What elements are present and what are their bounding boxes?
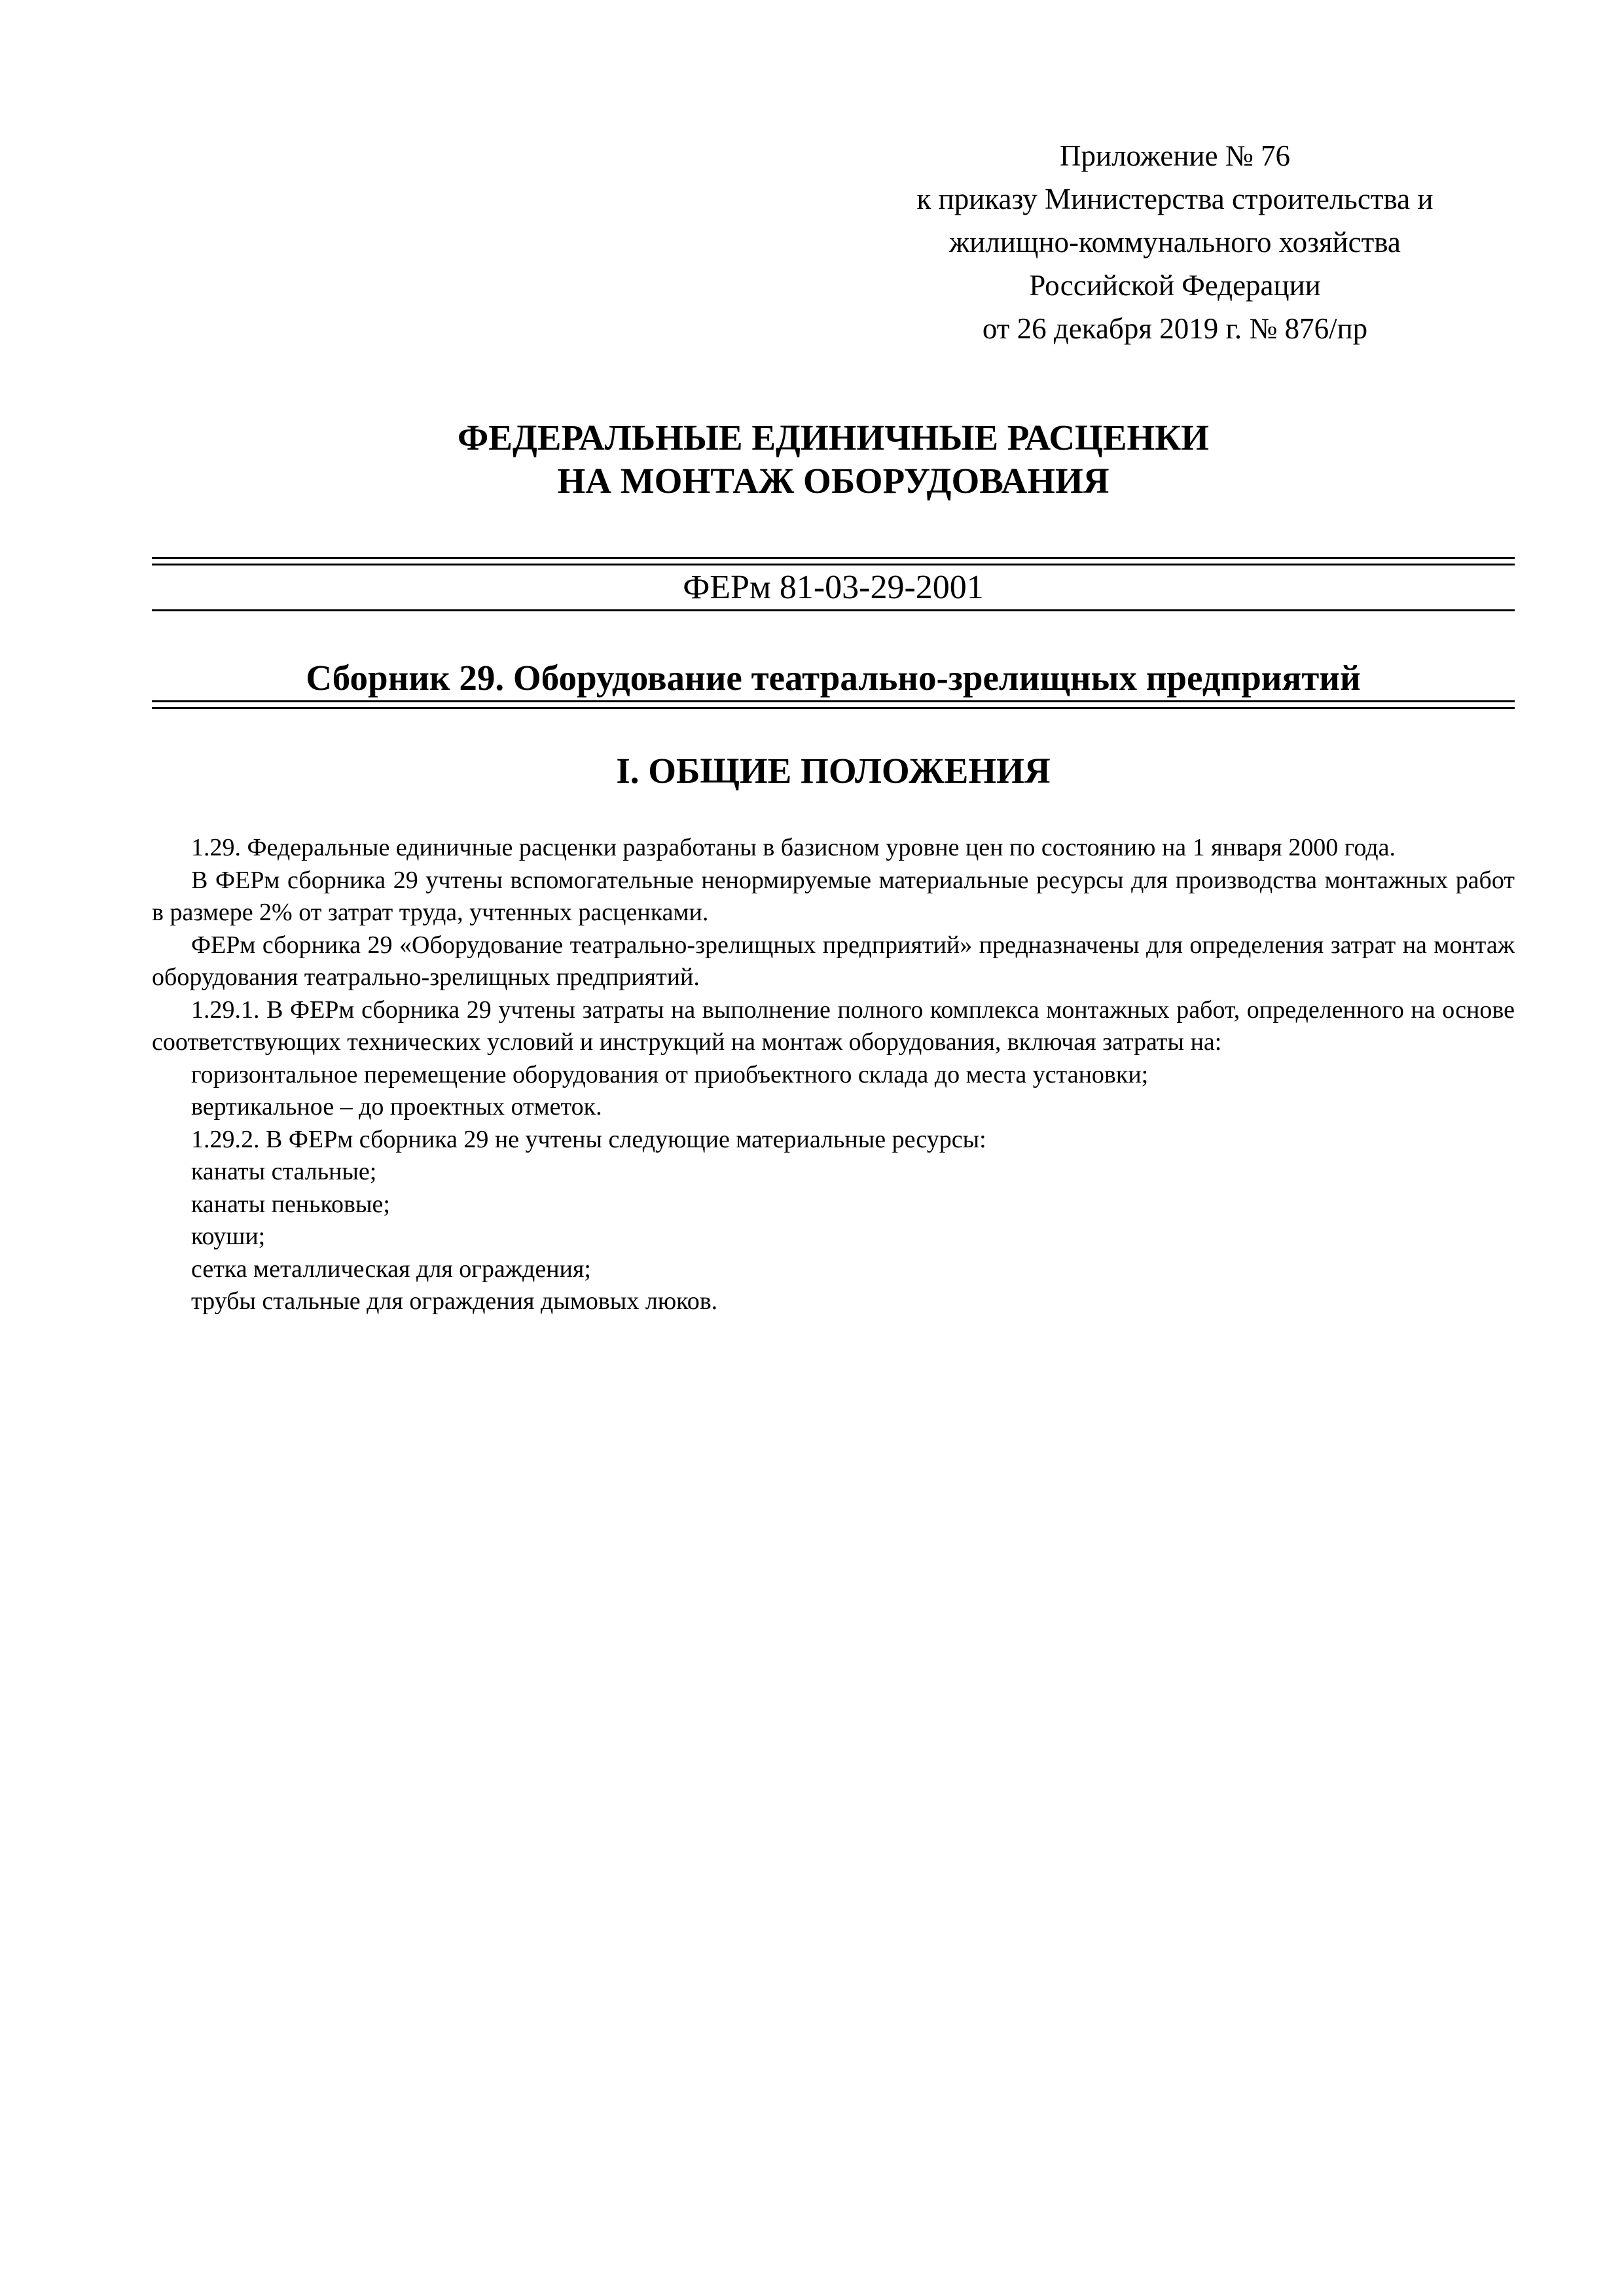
list-item: трубы стальные для ограждения дымовых люков. bbox=[191, 1287, 718, 1315]
list-item: канаты стальные; bbox=[191, 1158, 377, 1185]
divider-line bbox=[152, 564, 1515, 565]
list-item: вертикальное – до проектных отметок. bbox=[191, 1093, 602, 1121]
appendix-line: Российской Федерации bbox=[1029, 269, 1321, 302]
divider-line bbox=[152, 700, 1515, 702]
list-item: коуши; bbox=[191, 1223, 266, 1250]
paragraph: ФЕРм сборника 29 «Оборудование театрально-зрелищных предприятий» предназначены для определения затрат на монтаж оборудования театрально-зрелищных предприятий. bbox=[152, 931, 1515, 991]
appendix-line: от 26 декабря 2019 г. № 876/пр bbox=[982, 312, 1368, 345]
divider-line bbox=[152, 609, 1515, 611]
paragraph: 1.29. Федеральные единичные расценки разработаны в базисном уровне цен по состоянию на 1 января 2000 года. bbox=[191, 834, 1396, 861]
section-body bbox=[152, 832, 1515, 1318]
document-code: ФЕРм 81-03-29-2001 bbox=[683, 569, 984, 606]
paragraph: 1.29.2. В ФЕРм сборника 29 не учтены следующие материальные ресурсы: bbox=[191, 1125, 986, 1153]
divider-line bbox=[152, 557, 1515, 559]
paragraph: В ФЕРм сборника 29 учтены вспомогательные ненормируемые материальные ресурсы для производства монтажных работ в размере 2% от затрат труда, учтенных расценками. bbox=[152, 866, 1515, 926]
list-item: горизонтальное перемещение оборудования от приобъектного склада до места установки; bbox=[191, 1060, 1149, 1088]
appendix-line: к приказу Министерства строительства и bbox=[916, 183, 1434, 215]
list-item: сетка металлическая для ограждения; bbox=[191, 1255, 591, 1283]
title-line: ФЕДЕРАЛЬНЫЕ ЕДИНИЧНЫЕ РАСЦЕНКИ bbox=[458, 418, 1209, 457]
paragraph: 1.29.1. В ФЕРм сборника 29 учтены затраты на выполнение полного комплекса монтажных работ, определенного на основе соответствующих технических условий и инструкций на монтаж оборудования, включая затраты на: bbox=[152, 996, 1515, 1056]
title-line: НА МОНТАЖ ОБОРУДОВАНИЯ bbox=[557, 461, 1110, 501]
document-title bbox=[152, 416, 1515, 503]
appendix-line: жилищно-коммунального хозяйства bbox=[949, 226, 1401, 259]
collection-title: Сборник 29. Оборудование театрально-зрелищных предприятий bbox=[306, 658, 1361, 698]
divider-line bbox=[152, 707, 1515, 709]
appendix-header bbox=[851, 134, 1499, 350]
appendix-line: Приложение № 76 bbox=[1060, 139, 1290, 172]
list-item: канаты пеньковые; bbox=[191, 1190, 390, 1218]
section-heading: I. ОБЩИЕ ПОЛОЖЕНИЯ bbox=[616, 751, 1051, 791]
